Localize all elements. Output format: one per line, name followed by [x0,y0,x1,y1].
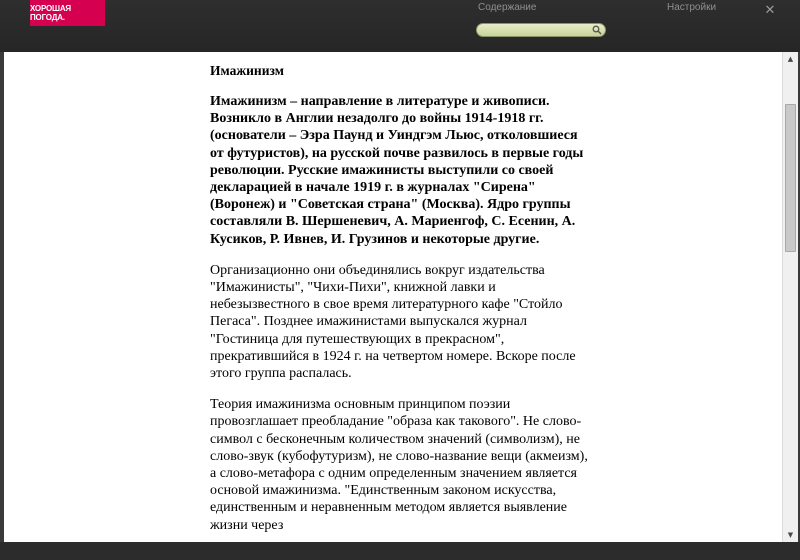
vertical-scrollbar[interactable] [782,52,798,542]
contents-link[interactable]: Содержание [478,2,537,13]
search-input[interactable] [483,24,591,36]
scroll-thumb[interactable] [785,104,796,252]
app-logo: ХОРОШАЯ ПОГОДА. [30,0,105,26]
article-paragraph: Организационно они объединялись вокруг издательства "Имажинисты", "Чихи-Пихи", книжной лавки и небезызвестного в свое время литературного кафе "Стойло Пегаса". Позднее имажинистами выпускался журнал "Гостиница для путешествующих в прекрасном", прекратившийся в 1924 г. на четвертом номере. Вскоре после этого группа распалась. [210,262,576,382]
article-content [210,62,590,542]
article-lead-paragraph: Имажинизм – направление в литературе и живописи. Возникло в Англии незадолго до войны 1914-1918 гг. (основатели – Эзра Паунд и Уиндгэм Льюс, отколовшиеся от футуристов), на русской почве развилось в первые годы революции. Русские имажинисты выступили со своей декларацией в начале 1919 г. в журналах "Сирена" (Воронеж) и "Советская страна" (Москва). Ядро группы составляли В. Шершеневич, А. Мариенгоф, С. Есенин, А. Кусиков, Р. Ивнев, И. Грузинов и некоторые другие. [210,94,584,247]
settings-link[interactable]: Настройки [667,2,717,13]
search-box[interactable] [476,23,606,37]
search-icon[interactable] [592,25,602,35]
close-button[interactable]: ✕ [764,3,776,18]
scroll-up-icon[interactable]: ▲ [787,55,794,63]
bottom-bar [0,542,800,560]
scroll-down-icon[interactable]: ▼ [787,531,794,539]
article-title: Имажинизм [210,63,284,78]
top-bar [0,0,800,52]
article-paragraph: Теория имажинизма основным принципом поэзии провозглашает преобладание "образа как такового". Не слово-символ с бесконечным количеством значений (символизм), не слово-звук (кубофутуризм), не слово-название вещи (акмеизм), а слово-метафора с одним определенным значением является основой имажинизма. "Единственным законом искусства, единственным и неравненным методом является выявление жизни через [210,397,588,533]
article-page [4,52,782,542]
